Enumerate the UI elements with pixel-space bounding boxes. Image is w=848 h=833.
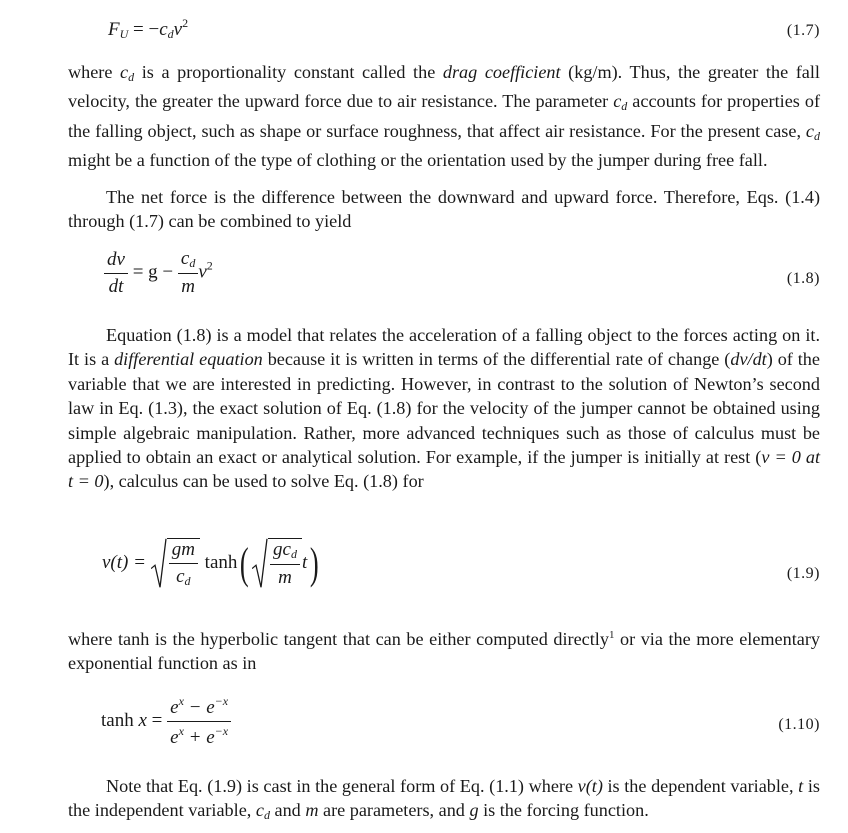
exponent: −x bbox=[214, 724, 229, 738]
cd-symbol: c bbox=[255, 800, 264, 821]
cd-subscript: d bbox=[184, 574, 191, 588]
paragraph-differential-equation bbox=[68, 323, 820, 494]
time-symbol: t bbox=[301, 551, 308, 573]
e-symbol: e bbox=[170, 727, 179, 748]
text-span: (kg/m). Thus, the greater the fall velocity, the greater the upward force due to air resistance. The parameter bbox=[68, 62, 820, 112]
right-paren: ) bbox=[310, 539, 319, 588]
paragraph-general-form bbox=[68, 774, 820, 828]
paragraph-tanh bbox=[68, 623, 820, 676]
tanh-function: tanh bbox=[101, 709, 139, 731]
dv-dt-inline: dv/dt bbox=[730, 349, 767, 370]
cd-subscript: d bbox=[621, 99, 628, 114]
footnote-marker: 1 bbox=[608, 629, 615, 641]
square-exponent: 2 bbox=[206, 258, 213, 273]
equation-1-10 bbox=[101, 694, 231, 749]
equation-1-9 bbox=[102, 538, 322, 589]
cd-subscript: d bbox=[290, 547, 297, 561]
minus-e: − e bbox=[183, 697, 215, 718]
velocity-symbol: v bbox=[198, 261, 207, 283]
velocity-of-t: v(t) = bbox=[102, 551, 151, 573]
exponential-fraction bbox=[167, 694, 231, 749]
fraction-denominator: dt bbox=[104, 273, 128, 298]
drag-coefficient-subscript: d bbox=[167, 27, 174, 41]
mass-symbol: m bbox=[178, 273, 198, 298]
cd-symbol: c bbox=[805, 120, 814, 141]
exponent: −x bbox=[214, 694, 229, 708]
fraction-numerator: gm bbox=[171, 539, 195, 560]
text-span: accounts for properties of the falling object, such as shape or surface roughness, that affect air resistance. For the present case, bbox=[68, 91, 820, 141]
equals-minus: = − bbox=[128, 19, 160, 40]
text-span: Equation (1.8) is a model that relates the acceleration of a falling object to the forces acting on it. It is a bbox=[68, 325, 820, 370]
gc-symbol: gc bbox=[273, 539, 291, 560]
text-span: Note that Eq. (1.9) is cast in the general form of Eq. (1.1) where bbox=[106, 776, 578, 796]
differential-equation-term: differential equation bbox=[114, 349, 263, 370]
drag-coefficient-symbol: c bbox=[159, 19, 168, 40]
cd-symbol: c bbox=[120, 62, 129, 82]
time-symbol: t bbox=[798, 776, 804, 796]
e-symbol: e bbox=[170, 697, 179, 718]
fraction-numerator: dv bbox=[107, 248, 125, 270]
radical-sign-icon bbox=[252, 538, 268, 589]
text-span: is the independent variable, bbox=[68, 776, 820, 821]
cd-subscript: d bbox=[263, 808, 270, 823]
v-of-t: v(t) bbox=[577, 776, 603, 796]
equation-1-8 bbox=[104, 248, 213, 298]
sqrt-gcd-over-m bbox=[252, 538, 302, 589]
force-subscript: U bbox=[119, 27, 129, 41]
mass-symbol: m bbox=[305, 800, 319, 821]
drag-coefficient-term: drag coefficient bbox=[442, 62, 561, 82]
equals-g-minus: = g − bbox=[127, 261, 178, 283]
paragraph-net-force: The net force is the difference between the downward and upward force. Therefore, Eqs. (1.4) through (1.7) can be combined to yield bbox=[68, 187, 820, 232]
equation-number-1-8: (1.8) bbox=[786, 270, 820, 287]
sqrt-gm-over-cd bbox=[151, 538, 200, 589]
gm-over-cd-fraction bbox=[169, 539, 198, 589]
text-span: or via the more elementary exponential function as in bbox=[68, 629, 820, 674]
text-span: and bbox=[269, 800, 306, 821]
exponent: x bbox=[178, 724, 184, 738]
text-span: might be a function of the type of clothing or the orientation used by the jumper during free fall. bbox=[68, 150, 768, 171]
cd-subscript: d bbox=[814, 128, 820, 143]
text-span: ), calculus can be used to solve Eq. (1.8) for bbox=[103, 471, 424, 492]
plus-e: + e bbox=[183, 727, 215, 748]
velocity-symbol: v bbox=[173, 19, 183, 40]
text-span: is the forcing function. bbox=[478, 800, 649, 821]
text-span: where tanh is the hyperbolic tangent that can be either computed directly bbox=[68, 629, 609, 650]
force-symbol: F bbox=[108, 19, 120, 40]
cd-symbol: c bbox=[613, 91, 622, 112]
cd-symbol: c bbox=[176, 566, 185, 587]
equation-number-1-7: (1.7) bbox=[786, 22, 820, 39]
equation-number-1-9: (1.9) bbox=[786, 565, 820, 582]
cd-over-m-fraction bbox=[178, 248, 198, 298]
mass-symbol: m bbox=[270, 564, 300, 589]
text-span: are parameters, and bbox=[318, 800, 470, 821]
equals-sign: = bbox=[146, 709, 168, 731]
text-span: where bbox=[68, 62, 121, 82]
x-symbol: x bbox=[138, 709, 147, 731]
tanh-function: tanh bbox=[204, 551, 238, 573]
text-span: is the dependent variable, bbox=[602, 776, 799, 796]
cd-symbol: c bbox=[180, 248, 190, 269]
equation-1-7 bbox=[108, 16, 188, 42]
gravity-symbol: g bbox=[469, 800, 479, 821]
text-span: ) of the variable that we are interested in predicting. However, in contrast to the solution of Newton’s second law in Eq. (1.3), the exact solution of Eq. (1.8) for the velocity of the jumper cannot be obtained using simple algebraic manipulation. Rather, more advanced techniques such as those of calculus must be applied to obtain an exact or analytical solution. For example, if the jumper is initially at rest ( bbox=[68, 349, 820, 468]
paragraph-drag-coefficient bbox=[68, 60, 820, 173]
equation-number-1-10: (1.10) bbox=[778, 716, 820, 733]
dv-dt-fraction bbox=[104, 249, 128, 298]
text-span: because it is written in terms of the differential rate of change ( bbox=[262, 349, 731, 370]
cd-subscript: d bbox=[189, 256, 196, 270]
cd-subscript: d bbox=[128, 70, 135, 84]
initial-condition: v = 0 at t = 0 bbox=[68, 447, 820, 492]
text-span: is a proportionality constant called the bbox=[134, 62, 443, 82]
exponent: x bbox=[178, 694, 184, 708]
radical-sign-icon bbox=[151, 538, 167, 589]
square-exponent: 2 bbox=[182, 16, 189, 30]
left-paren: ( bbox=[240, 539, 250, 588]
gcd-over-m-fraction bbox=[270, 539, 300, 589]
